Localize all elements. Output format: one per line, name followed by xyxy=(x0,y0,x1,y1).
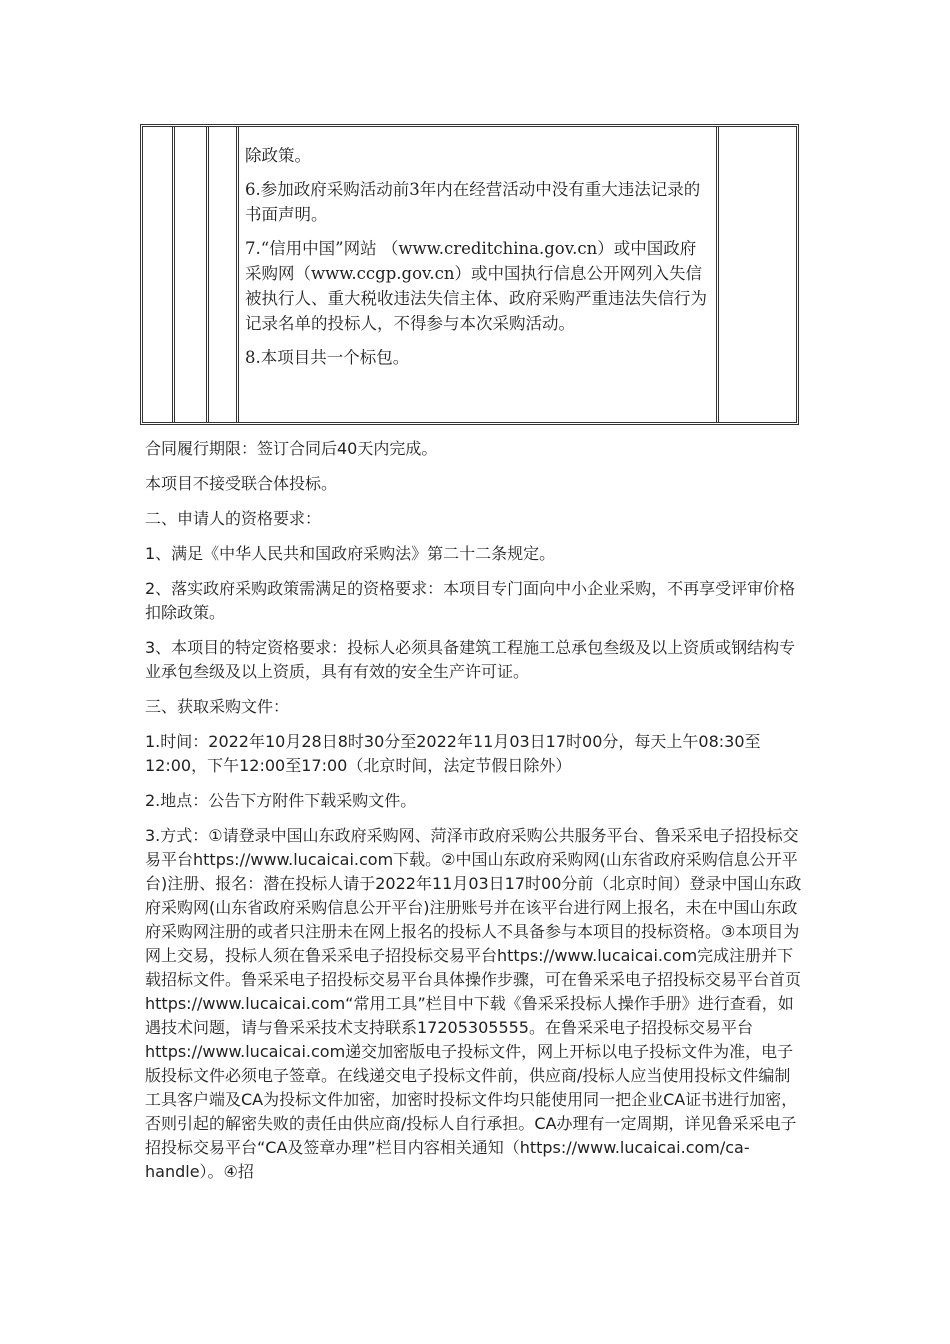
table-column-divider xyxy=(236,127,239,422)
requirements-table xyxy=(140,124,799,425)
contract-period: 合同履行期限：签订合同后40天内完成。 xyxy=(145,439,438,458)
cell-paragraph-credit-check: 7.“信用中国”网站 （www.creditchina.gov.cn）或中国政府采购网（www.ccgp.gov.cn）或中国执行信息公开网列入失信被执行人、重大税收违法失信主体、政府采购严重违法失信行为记录名单的投标人，不得参与本次采购活动。 xyxy=(245,239,707,333)
requirement-1: 1、满足《中华人民共和国政府采购法》第二十二条规定。 xyxy=(145,544,556,563)
section-heading-qualification: 二、申请人的资格要求： xyxy=(145,509,322,528)
cell-paragraph-policy-end: 除政策。 xyxy=(245,146,311,165)
table-column-divider xyxy=(172,127,175,422)
consortium-note: 本项目不接受联合体投标。 xyxy=(145,474,338,493)
document-body xyxy=(145,437,805,1195)
cell-paragraph-lot-count: 8.本项目共一个标包。 xyxy=(245,348,410,367)
requirement-2: 2、落实政府采购政策需满足的资格要求：本项目专门面向中小企业采购，不再享受评审价格扣除政策。 xyxy=(145,579,796,622)
acquisition-time: 1.时间：2022年10月28日8时30分至2022年11月03日17时00分，每天上午08:30至12:00，下午12:00至17:00（北京时间，法定节假日除外） xyxy=(145,732,761,775)
table-column-divider xyxy=(206,127,209,422)
acquisition-method: 3.方式：①请登录中国山东政府采购网、菏泽市政府采购公共服务平台、鲁采采电子招投标交易平台https://www.lucaicai.com下载。②中国山东政府采购网(山东省政府采购信息公开平台)注册、报名：潜在投标人请于2022年11月03日17时00分前（北京时间）登录中国山东政府采购网(山东省政府采购信息公开平台)注册账号并在该平台进行网上报名，未在中国山东政府采购网注册的或者只注册未在网上报名的投标人不具备参与本项目的投标资格。③本项目为网上交易，投标人须在鲁采采电子招投标交易平台https://www.lucaicai.com完成注册并下载招标文件。鲁采采电子招投标交易平台具体操作步骤，可在鲁采采电子招投标交易平台首页https://www.lucaicai.com“常用工具”栏目中下载《鲁采采投标人操作手册》进行查看，如遇技术问题，请与鲁采采技术支持联系17205305555。在鲁采采电子招投标交易平台https://www.lucaicai.com递交加密版电子投标文件，网上开标以电子投标文件为准，电子版投标文件必须电子签章。在线递交电子投标文件前，供应商/投标人应当使用投标文件编制工具客户端及CA为投标文件加密，加密时投标文件均只能使用同一把企业CA证书进行加密，否则引起的解密失败的责任由供应商/投标人自行承担。CA办理有一定周期，详见鲁采采电子招投标交易平台“CA及签章办理”栏目内容相关通知（https://www.lucaicai.com/ca-handle）。④招 xyxy=(145,826,802,1181)
table-column-divider xyxy=(716,127,719,422)
cell-paragraph-no-violation: 6.参加政府采购活动前3年内在经营活动中没有重大违法记录的书面声明。 xyxy=(245,180,701,224)
table-content-cell xyxy=(245,143,710,379)
requirement-3: 3、本项目的特定资格要求：投标人必须具备建筑工程施工总承包叁级及以上资质或钢结构专业承包叁级及以上资质，具有有效的安全生产许可证。 xyxy=(145,638,796,681)
acquisition-location: 2.地点：公告下方附件下载采购文件。 xyxy=(145,791,417,810)
section-heading-documents: 三、获取采购文件： xyxy=(145,697,290,716)
